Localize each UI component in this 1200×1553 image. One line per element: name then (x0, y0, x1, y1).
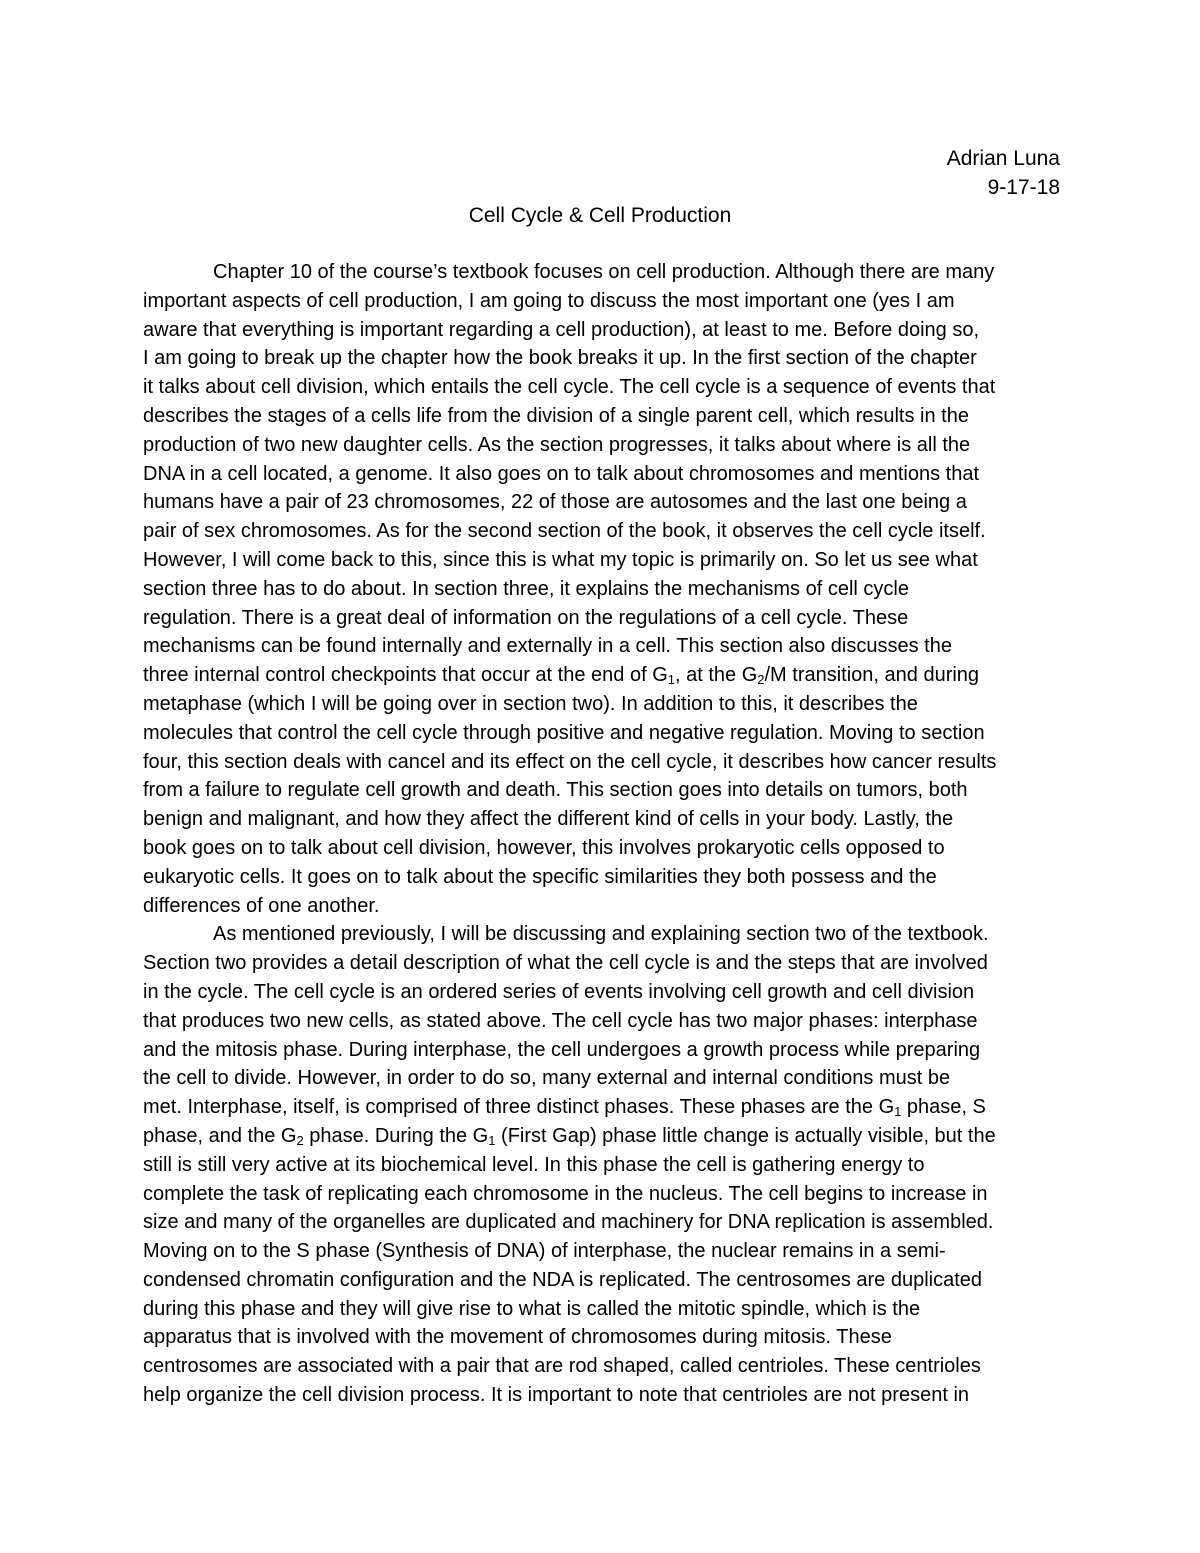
body-line (143, 920, 1057, 949)
body-line (143, 287, 1057, 316)
text-run: metaphase (which I will be going over in section two). In addition to this, it describes the (143, 692, 918, 715)
body-line (143, 1381, 1057, 1410)
body-line (143, 1122, 1057, 1151)
body-line (143, 1295, 1057, 1324)
text-run: As mentioned previously, I will be discussing and explaining section two of the textbook. (213, 923, 989, 946)
body-line (143, 978, 1057, 1007)
text-run: aware that everything is important regarding a cell production), at least to me. Before doing so, (143, 318, 980, 341)
text-run: during this phase and they will give rise to what is called the mitotic spindle, which is the (143, 1297, 921, 1320)
body-line (143, 892, 1057, 921)
body-line (143, 1352, 1057, 1381)
text-run: benign and malignant, and how they affect the different kind of cells in your body. Lastly, the (143, 808, 954, 831)
subscript: 1 (667, 672, 675, 688)
document-date: 9-17-18 (987, 176, 1060, 199)
text-run: molecules that control the cell cycle through positive and negative regulation. Moving to section (143, 721, 985, 744)
text-run: /M transition, and during (764, 664, 980, 687)
body-line (143, 488, 1057, 517)
text-run: eukaryotic cells. It goes on to talk about the specific similarities they both possess and the (143, 865, 937, 888)
subscript: 1 (894, 1104, 902, 1120)
text-run: complete the task of replicating each chromosome in the nucleus. The cell begins to increase in (143, 1182, 988, 1205)
text-run: the cell to divide. However, in order to do so, many external and internal conditions must be (143, 1067, 951, 1090)
text-run: apparatus that is involved with the movement of chromosomes during mitosis. These (143, 1326, 892, 1349)
text-run: phase, and the G (143, 1124, 297, 1147)
body-line (143, 834, 1057, 863)
body-line (143, 719, 1057, 748)
body-line (143, 546, 1057, 575)
text-run: DNA in a cell located, a genome. It also goes on to talk about chromosomes and mentions that (143, 462, 980, 485)
body-line (143, 1064, 1057, 1093)
body-line (143, 517, 1057, 546)
body-line (143, 1208, 1057, 1237)
text-run: Moving on to the S phase (Synthesis of DNA) of interphase, the nuclear remains in a semi- (143, 1240, 946, 1263)
text-run: differences of one another. (143, 894, 380, 917)
body-line (143, 863, 1057, 892)
text-run: that produces two new cells, as stated above. The cell cycle has two major phases: interphase (143, 1009, 978, 1032)
text-run: mechanisms can be found internally and externally in a cell. This section also discusses the (143, 635, 952, 658)
text-run: phase, S (901, 1096, 986, 1119)
body-line (143, 431, 1057, 460)
subscript: 1 (488, 1132, 496, 1148)
body-line (143, 402, 1057, 431)
text-run: help organize the cell division process. It is important to note that centrioles are not present in (143, 1384, 970, 1407)
text-run: However, I will come back to this, since this is what my topic is primarily on. So let us see what (143, 548, 978, 571)
body-line (143, 1007, 1057, 1036)
text-run: important aspects of cell production, I am going to discuss the most important one (yes I am (143, 289, 955, 312)
body-line (143, 575, 1057, 604)
text-run: book goes on to talk about cell division, however, this involves prokaryotic cells opposed to (143, 836, 945, 859)
text-run: describes the stages of a cells life from the division of a single parent cell, which results in the (143, 404, 969, 427)
text-run: phase. During the G (303, 1124, 489, 1147)
body-line (143, 661, 1057, 690)
body-line (143, 805, 1057, 834)
text-run: humans have a pair of 23 chromosomes, 22 of those are autosomes and the last one being a (143, 491, 967, 514)
body-line (143, 1323, 1057, 1352)
text-run: condensed chromatin configuration and the NDA is replicated. The centrosomes are duplicated (143, 1268, 983, 1291)
body-line (143, 373, 1057, 402)
text-run: regulation. There is a great deal of information on the regulations of a cell cycle. These (143, 606, 909, 629)
document-title: Cell Cycle & Cell Production (468, 204, 732, 227)
body-line (143, 604, 1057, 633)
body-line (143, 949, 1057, 978)
body-line (143, 460, 1057, 489)
author-name: Adrian Luna (946, 147, 1060, 170)
body-line (143, 1180, 1057, 1209)
text-run: pair of sex chromosomes. As for the second section of the book, it observes the cell cycle itself. (143, 520, 986, 543)
body-line (143, 632, 1057, 661)
subscript: 2 (757, 672, 765, 688)
text-run: three internal control checkpoints that occur at the end of G (143, 664, 668, 687)
body-line (143, 1093, 1057, 1122)
text-run: (First Gap) phase little change is actually visible, but the (495, 1124, 996, 1147)
body-line (143, 776, 1057, 805)
body-line (143, 690, 1057, 719)
text-run: centrosomes are associated with a pair that are rod shaped, called centrioles. These centrioles (143, 1355, 981, 1378)
body-line (143, 748, 1057, 777)
body-line (143, 1237, 1057, 1266)
text-run: it talks about cell division, which entails the cell cycle. The cell cycle is a sequence of events that (143, 376, 996, 399)
subscript: 2 (296, 1132, 304, 1148)
body-line (143, 1151, 1057, 1180)
text-run: four, this section deals with cancel and its effect on the cell cycle, it describes how cancer results (143, 750, 997, 773)
body-line (143, 1036, 1057, 1065)
text-run: section three has to do about. In section three, it explains the mechanisms of cell cycle (143, 577, 909, 600)
document-body (143, 258, 1057, 1410)
body-line (143, 344, 1057, 373)
text-run: Chapter 10 of the course’s textbook focuses on cell production. Although there are many (213, 261, 995, 283)
text-run: production of two new daughter cells. As the section progresses, it talks about where is all the (143, 433, 971, 456)
text-run: met. Interphase, itself, is comprised of three distinct phases. These phases are the G (143, 1096, 895, 1119)
text-run: from a failure to regulate cell growth and death. This section goes into details on tumors, both (143, 779, 968, 802)
body-line (143, 316, 1057, 345)
body-line (143, 258, 1057, 287)
body-line (143, 1266, 1057, 1295)
text-run: Section two provides a detail description of what the cell cycle is and the steps that are involved (143, 952, 988, 975)
text-run: in the cycle. The cell cycle is an ordered series of events involving cell growth and cell division (143, 980, 975, 1003)
text-run: and the mitosis phase. During interphase, the cell undergoes a growth process while preparing (143, 1038, 981, 1061)
text-run: still is still very active at its biochemical level. In this phase the cell is gathering energy to (143, 1153, 925, 1176)
text-run: size and many of the organelles are duplicated and machinery for DNA replication is assembled. (143, 1211, 994, 1234)
text-run: I am going to break up the chapter how the book breaks it up. In the first section of the chapter (143, 347, 977, 370)
document-header (947, 144, 1060, 202)
text-run: , at the G (674, 664, 758, 687)
